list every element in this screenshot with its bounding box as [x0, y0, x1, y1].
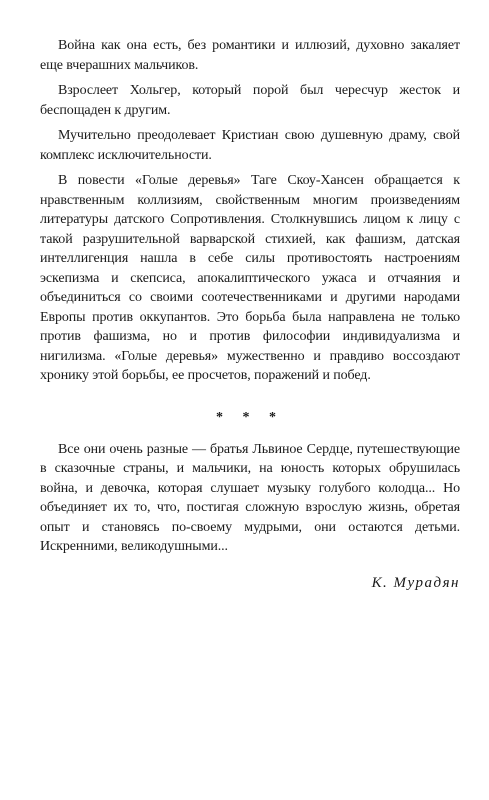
section-separator: * * * [216, 409, 284, 425]
paragraph-naked-trees: В повести «Голые деревья» Таге Скоу-Хансен обращается к нравственным коллизиям, свойственным многим произведениям литературы датского Сопротивления. Столкнувшись лицом к лицу с такой разрушительной варварской стихией, как фашизм, датская интеллигенция нашла в себе силы противостоять настроениям эскепизма и скепсиса, апокалиптического ужаса и отчаяния и объединиться со своими соотечественниками и другими народами Европы против оккупантов. Это борьба была направлена не только против фашизма, но и против философии индивидуализма и нигилизма. «Голые деревья» мужественно и правдиво воссоздают хронику этой борьбы, ее просчетов, поражений и побед. [40, 173, 460, 383]
author-signature: К. Мурадян [371, 574, 460, 591]
paragraph-holger: Взрослеет Хольгер, который порой был чересчур жесток и беспощаден к другим. [40, 83, 460, 118]
paragraph-christian: Мучительно преодолевает Кристиан свою душевную драму, свой комплекс исключительности. [40, 128, 460, 163]
page-text [40, 36, 460, 592]
paragraph-war: Война как она есть, без романтики и иллюзий, духовно закаляет еще вчерашних мальчиков. [40, 38, 460, 73]
paragraph-conclusion: Все они очень разные — братья Львиное Сердце, путешествующие в сказочные страны, и мальчики, на юность которых обрушилась война, и девочка, которая слушает музыку голубого колодца... Но объединяет их то, что, постигая сложную взрослую жизнь, обретая опыт и становясь по-своему мудрыми, они остаются детьми. Искренними, великодушными... [40, 441, 460, 554]
